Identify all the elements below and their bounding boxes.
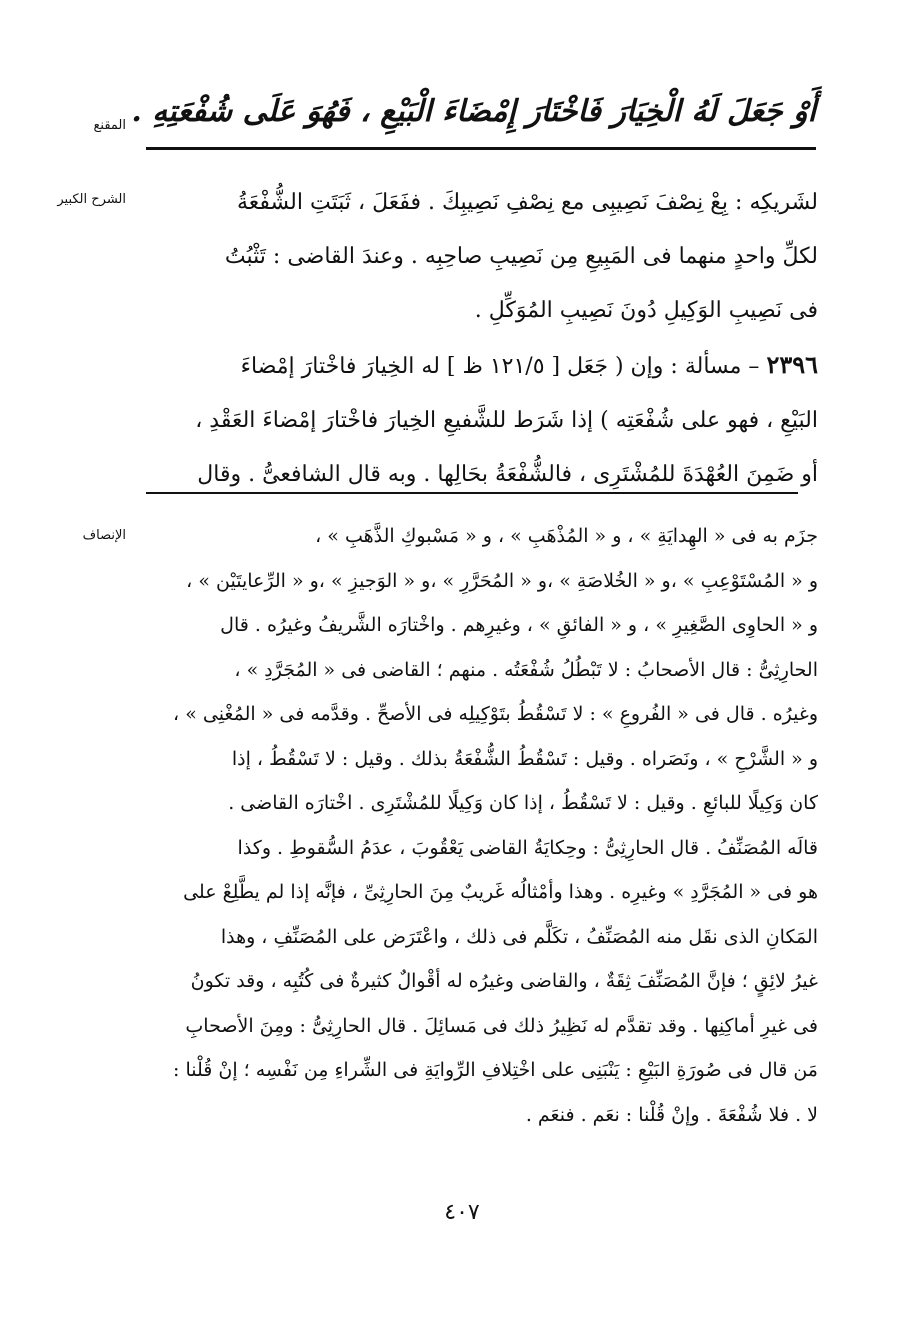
insaf-line: و « الشَّرْحِ » ، ونَصَراه . وقيل : تَسْقُطُ الشُّفْعَةُ بذلك . وقيل : لا تَسْقُطُ ، إذا: [231, 747, 818, 770]
masala-line: البَيْعِ ، فهو على شُفْعَتِه ) إذا شَرَط للشَّفيعِ الخِيارَ فاخْتارَ إمْضاءَ العَقْدِ ،: [195, 408, 818, 433]
section-divider-thin: [146, 492, 798, 494]
label-insaf: الإنصاف: [82, 528, 126, 543]
sharh-line: لشَريكِه : بِعْ نِصْفَ نَصِيبِى مع نِصْفِ نَصِيبِكَ . ففَعَلَ ، ثَبَتَتِ الشُّفْعَةُ: [237, 190, 818, 215]
masala-number: ٢٣٩٦: [766, 350, 818, 379]
insaf-line: جزَم به فى « الهِدايَةِ » ، و « المُذْهَبِ » ، و « مَسْبوكِ الذَّهَبِ » ،: [315, 525, 818, 547]
masala-line: [142, 338, 818, 394]
sharh-line: فى نَصِيبِ الوَكِيلِ دُونَ نَصِيبِ المُوَكِّلِ .: [474, 298, 818, 323]
masala-line: أو ضَمِنَ العُهْدَةَ للمُشْتَرِى ، فالشُّفْعَةُ بحَالِها . وبه قال الشافعىُّ . وقال: [197, 462, 818, 487]
masala-text: – مسألة : وإن ( جَعَل [ ١٢١/٥ ظ ] له الخِيارَ فاخْتارَ إمْضاءَ: [240, 354, 760, 379]
insaf-line: المَكانِ الذى نقَل منه المُصَنِّفُ ، تكَلَّم فى ذلك ، واعْتَرَض على المُصَنِّفِ ، وهذا: [220, 925, 818, 948]
label-sharh: الشرح الكبير: [57, 192, 126, 207]
insaf-block: [142, 514, 818, 1137]
insaf-line: هو فى « المُجَرَّدِ » وغيرِه . وهذا وأمْثالُه غَريبٌ مِنَ الحارِثِىِّ ، فإنَّه إذا لم يطَّلِعْ على: [183, 881, 818, 903]
insaf-line: قالَه المُصَنِّفُ . قال الحارِثِىُّ : وحِكايَةُ القاضى يَعْقُوبَ ، عدَمُ السُّقوطِ . وكذا: [237, 836, 818, 859]
sharh-block: [142, 176, 818, 502]
muqni-text: أَوْ جَعَلَ لَهُ الْخِيَارَ فَاخْتَارَ إِمْضَاءَ الْبَيْعِ ، فَهُوَ عَلَى شُفْعَتِهِ .: [131, 94, 816, 129]
insaf-line: و « المُسْتَوْعِبِ » ،و « الخُلاصَةِ » ،و « المُحَرَّرِ » ،و « الوَجيزِ » ،و « الرِّعايتَيْن » ،: [186, 569, 818, 592]
insaf-line: لا . فلا شُفْعَةَ . وإنْ قُلْنا : نعَم . فنعَم .: [525, 1103, 818, 1126]
insaf-line: الحارِثِىُّ : قال الأصحابُ : لا تَبْطُلُ شُفْعَتُه . منهم ؛ القاضى فى « المُجَرَّدِ » ،: [234, 658, 818, 681]
insaf-line: وغيرُه . قال فى « الفُروعِ » : لا تَسْقُطُ بتَوْكِيلِه فى الأصحِّ . وقدَّمه فى « المُغْنِى » ،: [173, 703, 818, 725]
label-muqni: المقنع: [93, 118, 126, 133]
insaf-line: مَن قال فى صُورَةِ البَيْعِ : يَنْبَنِى على اخْتِلافِ الرِّوايَةِ فى الشِّراءِ مِن نَفْسِه ؛ إنْ قُلْنا :: [173, 1059, 818, 1081]
insaf-line: فى غيرِ أماكِنِها . وقد تقدَّم له نَظِيرُ ذلك فى مَسائِلَ . قال الحارِثِىُّ : ومِنَ الأصحابِ: [185, 1014, 818, 1037]
insaf-line: كان وَكِيلًا للبائعِ . وقيل : لا تَسْقُطُ ، إذا كان وَكِيلًا للمُشْتَرِى . اخْتارَه القاضى .: [228, 792, 818, 814]
sharh-line: لكلِّ واحدٍ منهما فى المَبِيعِ مِن نَصِيبِ صاحِبِه . وعندَ القاضى : تَثْبُتُ: [224, 244, 818, 269]
section-divider-thick: [146, 147, 816, 150]
insaf-line: و « الحاوِى الصَّغِيرِ » ، و « الفائقِ » ، وغيرِهم . واخْتارَه الشَّريفُ وغيرُه . قال: [220, 614, 818, 636]
insaf-line: غيرُ لائِقٍ ؛ فإنَّ المُصَنِّفَ ثِقَةٌ ، والقاضى وغيرُه له أقْوالٌ كثيرةٌ فى كُتُبِه ، وقد تكونُ: [190, 970, 818, 992]
page-number: ٤٠٧: [444, 1200, 480, 1225]
